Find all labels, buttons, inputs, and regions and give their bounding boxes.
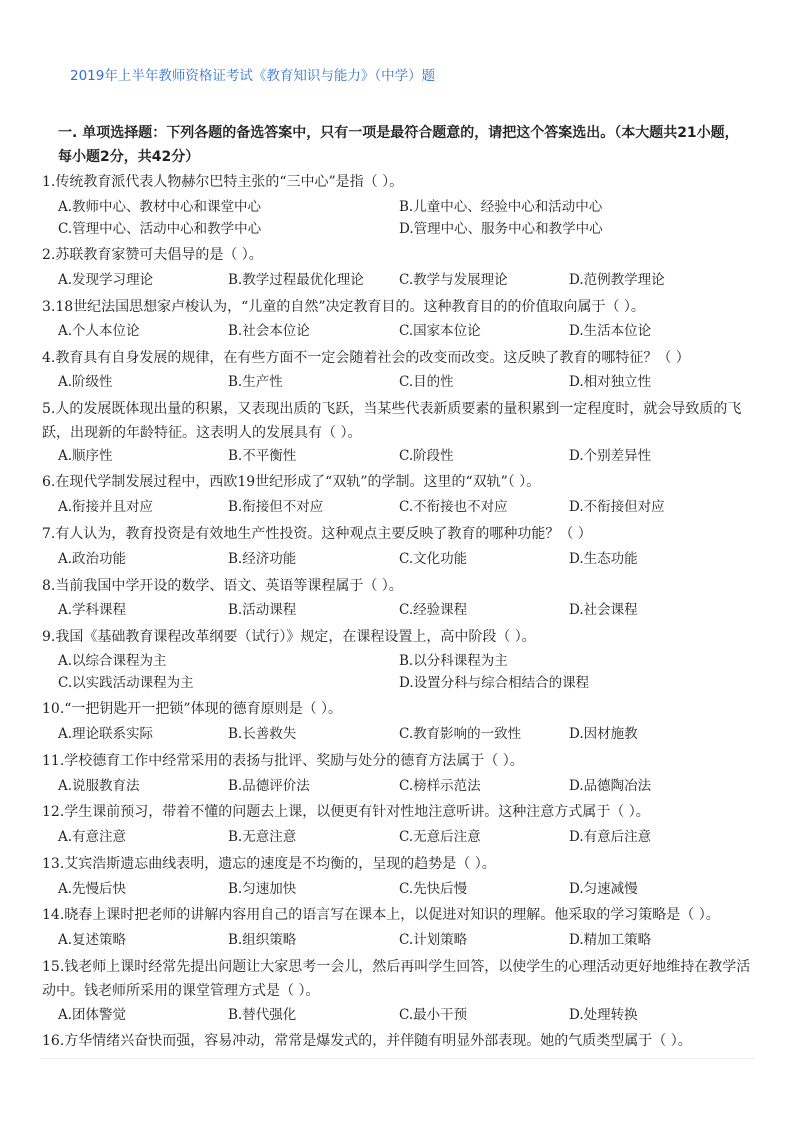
answer-option: B.不平衡性 <box>228 448 297 464</box>
answer-option: C.文化功能 <box>399 551 468 567</box>
answer-option: B.长善救失 <box>228 726 297 742</box>
page-divider <box>40 1058 755 1059</box>
answer-option: A.阶级性 <box>58 374 113 390</box>
answer-option: C.管理中心、活动中心和教学中心 <box>58 221 262 237</box>
answer-option: D.个别差异性 <box>569 448 652 464</box>
answer-option: D.生活本位论 <box>569 323 652 339</box>
answer-option: A.有意注意 <box>58 829 127 845</box>
question-stem: 12.学生课前预习，带着不懂的问题去上课，以便更有针对性地注意听讲。这种注意方式属于（ ）。 <box>42 804 650 820</box>
question-stem: 7.有人认为，教育投资是有效地生产性投资。这种观点主要反映了教育的哪种功能？（ ） <box>42 526 592 542</box>
answer-option: A.个人本位论 <box>58 323 140 339</box>
answer-option: D.社会课程 <box>569 602 638 618</box>
answer-option: B.教学过程最优化理论 <box>228 272 364 288</box>
answer-option: A.说服教育法 <box>58 778 140 794</box>
answer-option: C.国家本位论 <box>399 323 481 339</box>
answer-option: B.品德评价法 <box>228 778 310 794</box>
answer-option: A.先慢后快 <box>58 881 127 897</box>
question-stem: 14.晓春上课时把老师的讲解内容用自己的语言写在课本上，以促进对知识的理解。他采取的学习策略是（ ）。 <box>42 907 720 923</box>
answer-option: D.处理转换 <box>569 1007 638 1023</box>
question-stem: 9.我国《基础教育课程改革纲要（试行）》规定，在课程设置上，高中阶段（ ）。 <box>42 629 536 645</box>
answer-option: B.经济功能 <box>228 551 297 567</box>
answer-option: C.阶段性 <box>399 448 454 464</box>
answer-option: B.以分科课程为主 <box>399 653 508 669</box>
answer-option: C.榜样示范法 <box>399 778 481 794</box>
answer-option: A.教师中心、教材中心和课堂中心 <box>58 199 262 215</box>
answer-option: A.复述策略 <box>58 932 127 948</box>
question-stem: 3.18世纪法国思想家卢梭认为，“儿童的自然”决定教育目的。这种教育目的的价值取向属于（ ）。 <box>42 299 645 315</box>
question-stem: 16.方华情绪兴奋快而强，容易冲动，常常是爆发式的，并伴随有明显外部表现。她的气质类型属于（ ）。 <box>42 1033 692 1049</box>
answer-option: C.无意后注意 <box>399 829 481 845</box>
question-stem: 11.学校德育工作中经常采用的表扬与批评、奖励与处分的德育方法属于（ ）。 <box>42 753 524 769</box>
answer-option: A.团体警觉 <box>58 1007 127 1023</box>
answer-option: A.衔接并且对应 <box>58 499 154 515</box>
answer-option: D.不衔接但对应 <box>569 499 665 515</box>
question-stem: 4.教育具有自身发展的规律，在有些方面不一定会随着社会的改变而改变。这反映了教育的哪特征？（ ） <box>42 350 690 366</box>
answer-option: B.替代强化 <box>228 1007 297 1023</box>
answer-option: D.管理中心、服务中心和教学中心 <box>399 221 603 237</box>
answer-option: B.社会本位论 <box>228 323 310 339</box>
question-stem: 15.钱老师上课时经常先提出问题让大家思考一会儿，然后再叫学生回答，以使学生的心理活动更好地维持在教学活动中。钱老师所采用的课堂管理方式是（ ）。 <box>42 959 751 999</box>
answer-option: D.品德陶冶法 <box>569 778 652 794</box>
answer-option: C.不衔接也不对应 <box>399 499 508 515</box>
answer-option: B.儿童中心、经验中心和活动中心 <box>399 199 603 215</box>
answer-option: D.精加工策略 <box>569 932 652 948</box>
question-stem: 5.人的发展既体现出量的积累，又表现出质的飞跃，当某些代表新质要素的量积累到一定程度时，就会导致质的飞跃，出现新的年龄特征。这表明人的发展具有（ ）。 <box>42 401 742 441</box>
answer-option: C.目的性 <box>399 374 454 390</box>
answer-option: D.因材施教 <box>569 726 638 742</box>
answer-option: A.政治功能 <box>58 551 127 567</box>
answer-option: C.计划策略 <box>399 932 468 948</box>
answer-option: C.先快后慢 <box>399 881 468 897</box>
answer-option: C.经验课程 <box>399 602 468 618</box>
question-stem: 8.当前我国中学开设的数学、语文、英语等课程属于（ ）。 <box>42 578 403 594</box>
question-stem: 13.艾宾浩斯遗忘曲线表明，遗忘的速度是不均衡的，呈现的趋势是（ ）。 <box>42 856 496 872</box>
answer-option: D.设置分科与综合相结合的课程 <box>399 675 590 691</box>
answer-option: B.衔接但不对应 <box>228 499 324 515</box>
answer-option: A.发现学习理论 <box>58 272 154 288</box>
answer-option: B.组织策略 <box>228 932 297 948</box>
answer-option: A.以综合课程为主 <box>58 653 167 669</box>
answer-option: B.生产性 <box>228 374 283 390</box>
answer-option: D.有意后注意 <box>569 829 652 845</box>
answer-option: C.最小干预 <box>399 1007 468 1023</box>
answer-option: B.无意注意 <box>228 829 297 845</box>
answer-option: B.活动课程 <box>228 602 297 618</box>
answer-option: D.相对独立性 <box>569 374 652 390</box>
answer-option: A.理论联系实际 <box>58 726 154 742</box>
answer-option: D.范例教学理论 <box>569 272 665 288</box>
answer-option: D.匀速减慢 <box>569 881 638 897</box>
answer-option: C.以实践活动课程为主 <box>58 675 194 691</box>
section-heading: 一. 单项选择题：下列各题的备选答案中，只有一项是最符合题意的，请把这个答案选出。（本大题共21小题，每小题2分，共42分） <box>58 125 739 165</box>
question-stem: 10.“一把钥匙开一把锁”体现的德育原则是（ ）。 <box>42 701 343 717</box>
document-title: 2019年上半年教师资格证考试《教育知识与能力》（中学）题 <box>70 68 436 84</box>
question-stem: 6.在现代学制发展过程中，西欧19世纪形成了“双轨”的学制。这里的“双轨”（ ）。 <box>42 474 541 490</box>
question-stem: 1.传统教育派代表人物赫尔巴特主张的“三中心”是指（ ）。 <box>42 174 404 190</box>
answer-option: C.教育影响的一致性 <box>399 726 522 742</box>
answer-option: B.匀速加快 <box>228 881 297 897</box>
answer-option: C.教学与发展理论 <box>399 272 508 288</box>
answer-option: A.顺序性 <box>58 448 113 464</box>
question-stem: 2.苏联教育家赞可夫倡导的是（ ）。 <box>42 247 263 263</box>
answer-option: D.生态功能 <box>569 551 638 567</box>
answer-option: A.学科课程 <box>58 602 127 618</box>
